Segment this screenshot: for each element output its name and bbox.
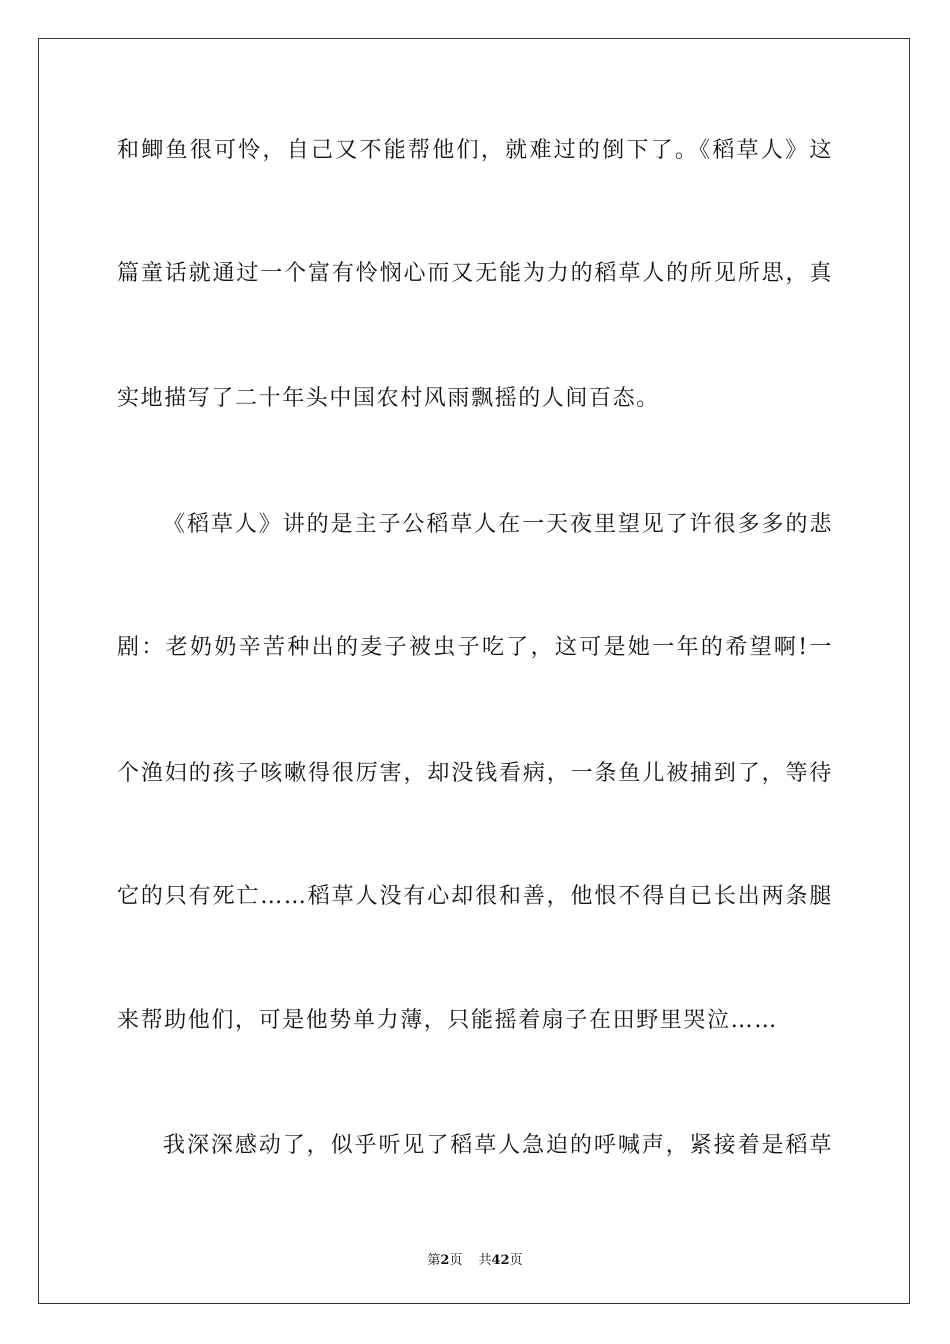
paragraph-line: 和鲫鱼很可怜，自己又不能帮他们，就难过的倒下了。《稻草人》这: [117, 138, 833, 163]
page-unit: 页: [449, 1253, 463, 1268]
page-prefix: 第: [427, 1253, 441, 1268]
page-footer: [0, 1249, 950, 1268]
paragraph-line: 实地描写了二十年头中国农村风雨飘摇的人间百态。: [117, 386, 660, 411]
paragraph-line: 我深深感动了，似乎听见了稻草人急迫的呼喊声，紧接着是稻草: [163, 1133, 833, 1158]
paragraph-line: 来帮助他们，可是他势单力薄，只能摇着扇子在田野里哭泣……: [117, 1008, 778, 1033]
total-unit: 页: [509, 1253, 523, 1268]
page-border: [38, 38, 910, 1304]
paragraph-line: 篇童话就通过一个富有怜悯心而又无能为力的稻草人的所见所思，真: [117, 261, 833, 286]
total-prefix: 共: [478, 1253, 492, 1268]
current-page-number: 2: [440, 1253, 450, 1268]
paragraph-line: 它的只有死亡……稻草人没有心却很和善，他恨不得自已长出两条腿: [117, 884, 833, 909]
paragraph-line: 个渔妇的孩子咳嗽得很厉害，却没钱看病，一条鱼儿被捕到了，等待: [117, 761, 833, 786]
paragraph-line: 剧：老奶奶辛苦种出的麦子被虫子吃了，这可是她一年的希望啊!一: [117, 635, 833, 660]
paragraph-line: 《稻草人》讲的是主子公稻草人在一天夜里望见了许很多多的悲: [163, 512, 833, 537]
total-page-count: 42: [491, 1253, 510, 1268]
